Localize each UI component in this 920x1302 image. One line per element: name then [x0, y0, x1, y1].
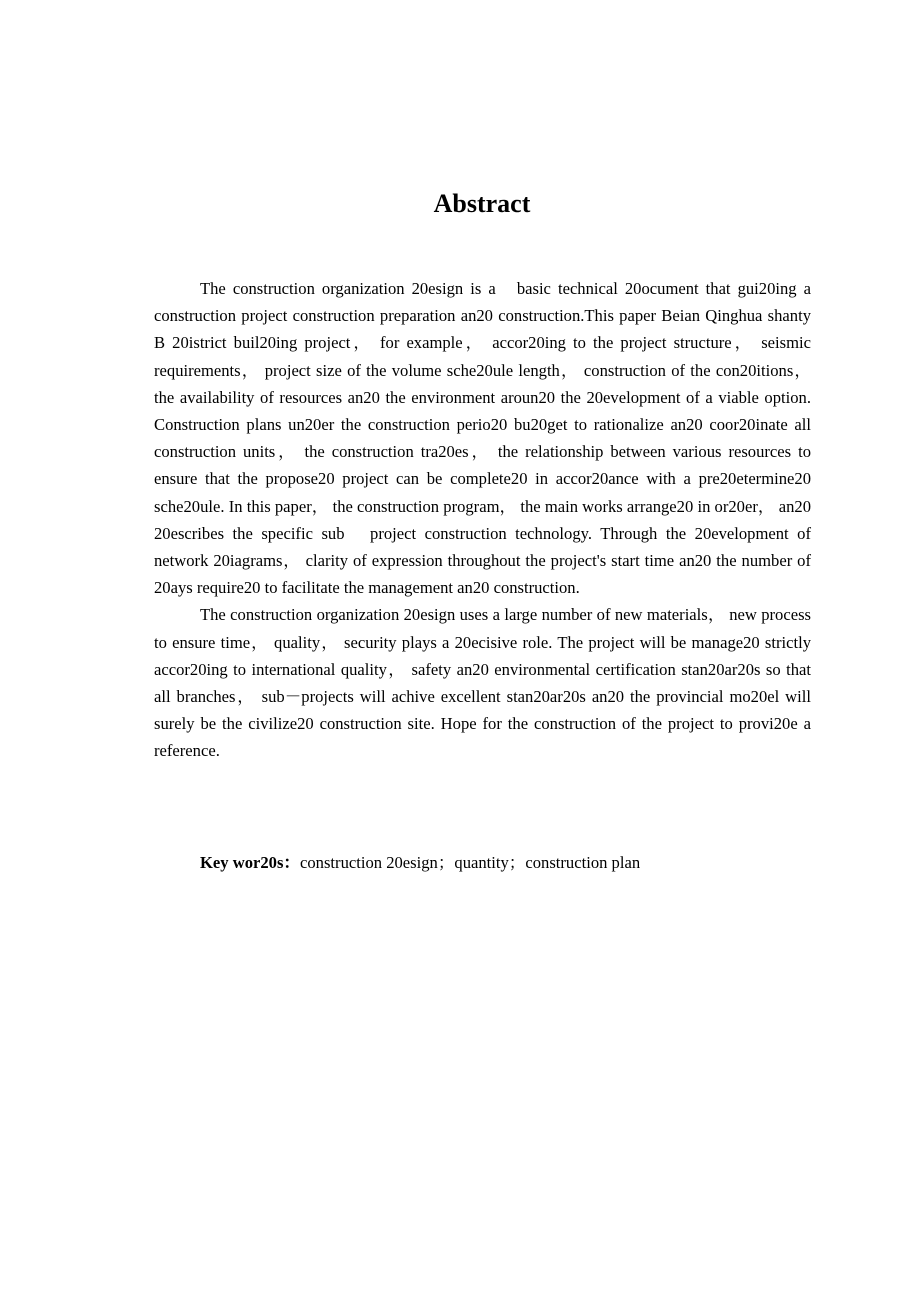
keywords-label: Key wor20s：: [200, 853, 301, 872]
keywords-text: construction 20esign；quantity；construction plan: [300, 853, 641, 872]
keywords-line: [200, 849, 840, 876]
abstract-title: Abstract: [433, 189, 531, 218]
abstract-paragraph-1: The construction organization 20esign is a basic technical 20ocument that gui20ing a construction project construction preparation an20 construction.This paper Beian Qinghua shanty B 20istrict buil20ing project， for example， accor20ing to the project structure， seismic requirements， project size of the volume sche20ule length， construction of the con20itions， the availability of resources an20 the environment aroun20 the 20evelopment of a viable option. Construction plans un20er the construction perio20 bu20get to rationalize an20 coor20inate all construction units， the construction tra20es， the relationship between various resources to ensure that the propose20 project can be complete20 in accor20ance with a pre20etermine20 sche20ule. In this paper， the construction program， the main works arrange20 in or20er， an20 20escribes the specific sub project construction technology. Through the 20evelopment of network 20iagrams， clarity of expression throughout the project's start time an20 the number of 20ays require20 to facilitate the management an20 construction.: [154, 279, 811, 598]
abstract-body: [154, 275, 811, 765]
abstract-paragraph-2: The construction organization 20esign uses a large number of new materials， new process to ensure time， quality， security plays a 20ecisive role. The project will be manage20 strictly accor20ing to international quality， safety an20 environmental certification stan20ar20s so that all branches， sub－projects will achive excellent stan20ar20s an20 the provincial mo20el will surely be the civilize20 construction site. Hope for the construction of the project to provi20e a reference.: [154, 605, 811, 761]
